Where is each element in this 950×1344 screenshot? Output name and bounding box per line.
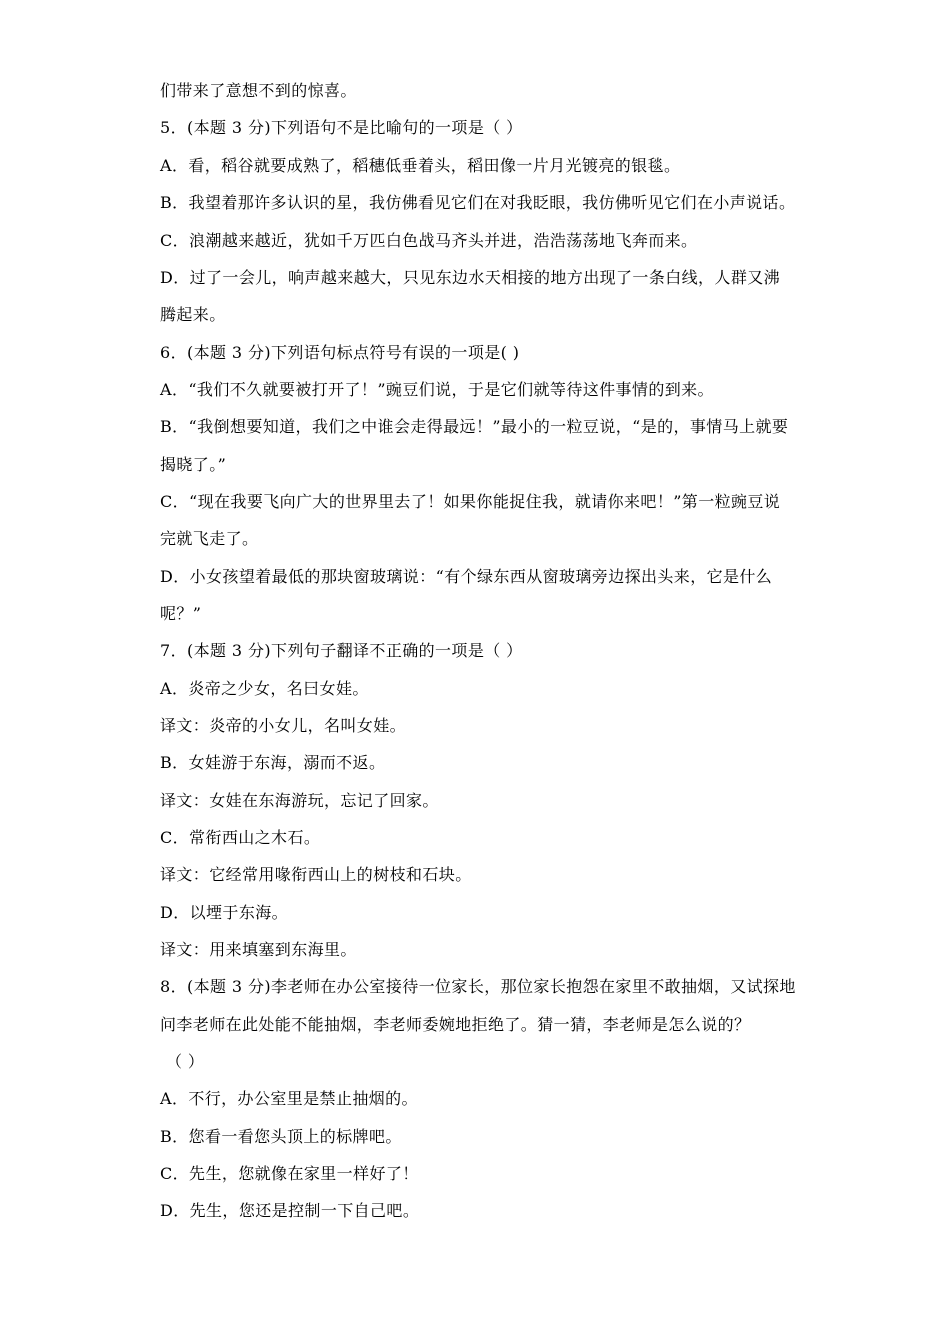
question-5-stem: 5．(本题 3 分)下列语句不是比喻句的一项是（ ）	[160, 118, 523, 137]
question-5-option-d-cont: 腾起来。	[160, 305, 226, 324]
question-8-option-b: B．您看一看您头顶上的标牌吧。	[160, 1127, 402, 1146]
question-7-translation-d: 译文：用来填塞到东海里。	[160, 940, 357, 959]
question-8-option-c: C．先生，您就像在家里一样好了！	[160, 1164, 419, 1183]
question-7-stem: 7．(本题 3 分)下列句子翻译不正确的一项是（ ）	[160, 641, 523, 660]
question-7-option-c: C．常衔西山之木石。	[160, 828, 321, 847]
question-8-option-d: D．先生，您还是控制一下自己吧。	[160, 1201, 420, 1220]
question-8-stem-cont: 问李老师在此处能不能抽烟，李老师委婉地拒绝了。猜一猜，李老师是怎么说的？	[160, 1015, 751, 1034]
question-7-option-a: A．炎帝之少女，名曰女娃。	[160, 679, 369, 698]
question-5-option-d: D．过了一会儿，响声越来越大，只见东边水天相接的地方出现了一条白线，人群又沸	[160, 268, 781, 287]
question-5-option-c: C．浪潮越来越近，犹如千万匹白色战马齐头并进，浩浩荡荡地飞奔而来。	[160, 231, 698, 250]
question-7-option-d: D．以堙于东海。	[160, 903, 289, 922]
question-5-option-b: B．我望着那许多认识的星，我仿佛看见它们在对我眨眼，我仿佛听见它们在小声说话。	[160, 193, 796, 212]
question-7-translation-a: 译文：炎帝的小女儿，名叫女娃。	[160, 716, 407, 735]
question-8-answer-blank: （ ）	[166, 1052, 205, 1071]
question-6-option-c: C．“现在我要飞向广大的世界里去了！如果你能捉住我，就请你来吧！”第一粒豌豆说	[160, 492, 781, 511]
question-7-option-b: B．女娃游于东海，溺而不返。	[160, 753, 386, 772]
text-line-continuation: 们带来了意想不到的惊喜。	[160, 81, 357, 100]
question-7-translation-c: 译文：它经常用喙衔西山上的树枝和石块。	[160, 865, 472, 884]
question-8-stem: 8．(本题 3 分)李老师在办公室接待一位家长，那位家长抱怨在家里不敢抽烟，又试探地	[160, 977, 796, 996]
question-6-option-d: D．小女孩望着最低的那块窗玻璃说：“有个绿东西从窗玻璃旁边探出头来，它是什么	[160, 567, 773, 586]
question-6-option-d-cont: 呢？”	[160, 604, 202, 623]
question-5-option-a: A．看，稻谷就要成熟了，稻穗低垂着头，稻田像一片月光镀亮的银毯。	[160, 156, 681, 175]
question-7-translation-b: 译文：女娃在东海游玩，忘记了回家。	[160, 791, 439, 810]
question-6-option-b: B．“我倒想要知道，我们之中谁会走得最远！”最小的一粒豆说，“是的，事情马上就要	[160, 417, 789, 436]
question-6-option-c-cont: 完就飞走了。	[160, 529, 259, 548]
question-6-option-b-cont: 揭晓了。”	[160, 455, 227, 474]
question-8-option-a: A．不行，办公室里是禁止抽烟的。	[160, 1089, 418, 1108]
question-6-option-a: A．“我们不久就要被打开了！”豌豆们说，于是它们就等待这件事情的到来。	[160, 380, 714, 399]
question-6-stem: 6．(本题 3 分)下列语句标点符号有误的一项是( )	[160, 343, 520, 362]
